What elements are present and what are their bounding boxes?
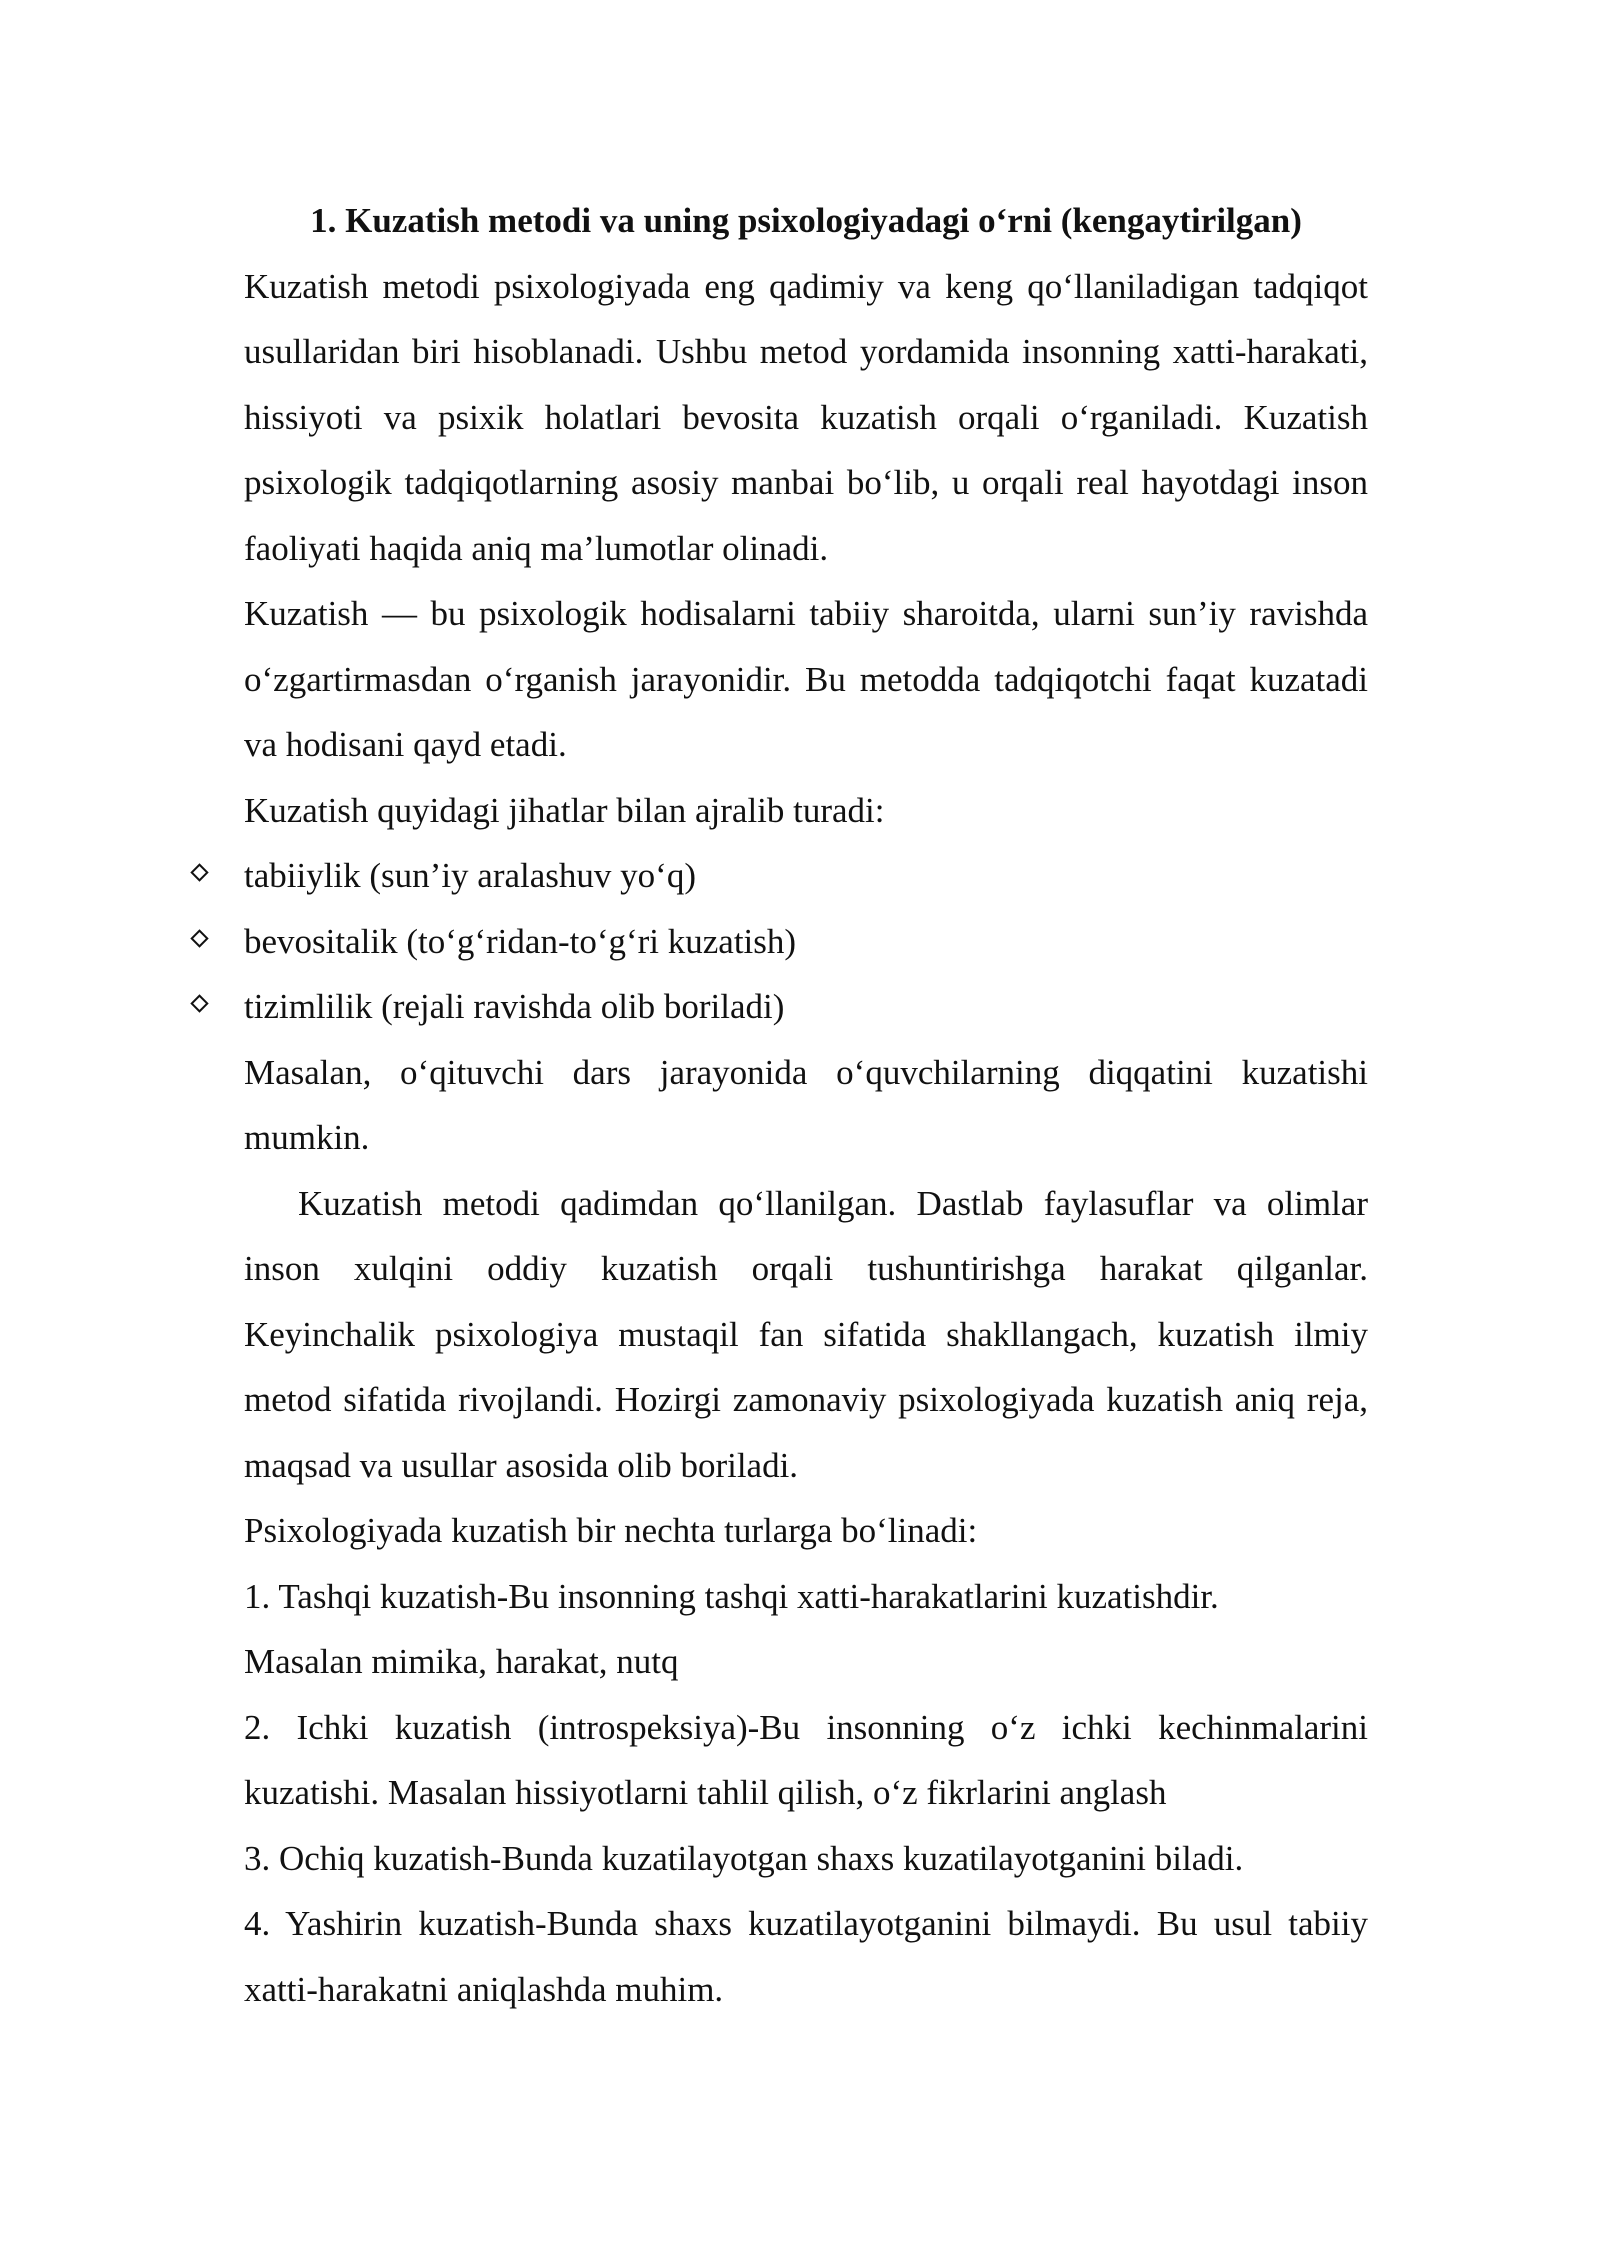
list-item-text: tabiiylik (sun’iy aralashuv yo‘q) bbox=[244, 856, 696, 895]
list-item-text: bevositalik (to‘g‘ridan-to‘g‘ri kuzatish) bbox=[244, 921, 797, 961]
type-item-2: 2. Ichki kuzatish (introspeksiya)-Bu insonning o‘z ichki kechinmalarini kuzatishi. Masalan hissiyotlarni tahlil qilish, o‘z fikrlarini anglash bbox=[244, 1707, 1368, 1812]
diamond-bullet-icon bbox=[190, 929, 208, 947]
list-item bbox=[244, 909, 1368, 975]
paragraph-features-intro: Kuzatish quyidagi jihatlar bilan ajralib turadi: bbox=[244, 790, 885, 830]
paragraph-definition: Kuzatish — bu psixologik hodisalarni tabiiy sharoitda, ularni sun’iy ravishda o‘zgartirmasdan o‘rganish jarayonidir. Bu metodda tadqiqotchi faqat kuzatadi va hodisani qayd etadi. bbox=[244, 594, 1368, 764]
diamond-bullet-icon bbox=[190, 863, 208, 881]
list-item-text: tizimlilik (rejali ravishda olib boriladi) bbox=[244, 987, 785, 1026]
diamond-bullet-icon bbox=[190, 994, 208, 1012]
list-item bbox=[244, 974, 1368, 1040]
type-item-3: 3. Ochiq kuzatish-Bunda kuzatilayotgan shaxs kuzatilayotganini biladi. bbox=[244, 1838, 1244, 1878]
features-list bbox=[244, 843, 1368, 1040]
type-item-1-line-2: Masalan mimika, harakat, nutq bbox=[244, 1642, 679, 1681]
paragraph-types-intro: Psixologiyada kuzatish bir nechta turlarga bo‘linadi: bbox=[244, 1511, 978, 1550]
section-title: 1. Kuzatish metodi va uning psixologiyadagi o‘rni (kengaytirilgan) bbox=[310, 201, 1302, 240]
paragraph-history: Kuzatish metodi qadimdan qo‘llanilgan. Dastlab faylasuflar va olimlar inson xulqini oddiy kuzatish orqali tushuntirishga harakat qilganlar. Keyinchalik psixologiya mustaqil fan sifatida shakllangach, kuzatish ilmiy metod sifatida rivojlandi. Hozirgi zamonaviy psixologiyada kuzatish aniq reja, maqsad va usullar asosida olib boriladi. bbox=[244, 1183, 1368, 1485]
paragraph-intro: Kuzatish metodi psixologiyada eng qadimiy va keng qo‘llaniladigan tadqiqot usullaridan biri hisoblanadi. Ushbu metod yordamida insonning xatti-harakati, hissiyoti va psixik holatlari bevosita kuzatish orqali o‘rganiladi. Kuzatish psixologik tadqiqotlarning asosiy manbai bo‘lib, u orqali real hayotdagi inson faoliyati haqida aniq ma’lumotlar olinadi. bbox=[244, 266, 1368, 568]
type-item-4: 4. Yashirin kuzatish-Bunda shaxs kuzatilayotganini bilmaydi. Bu usul tabiiy xatti-harakatni aniqlashda muhim. bbox=[244, 1904, 1368, 2009]
list-item bbox=[244, 843, 1368, 909]
paragraph-example: Masalan, o‘qituvchi dars jarayonida o‘quvchilarning diqqatini kuzatishi mumkin. bbox=[244, 1052, 1368, 1157]
document-body bbox=[244, 188, 1368, 2022]
type-item-1-line-1: 1. Tashqi kuzatish-Bu insonning tashqi xatti-harakatlarini kuzatishdir. bbox=[244, 1576, 1219, 1616]
